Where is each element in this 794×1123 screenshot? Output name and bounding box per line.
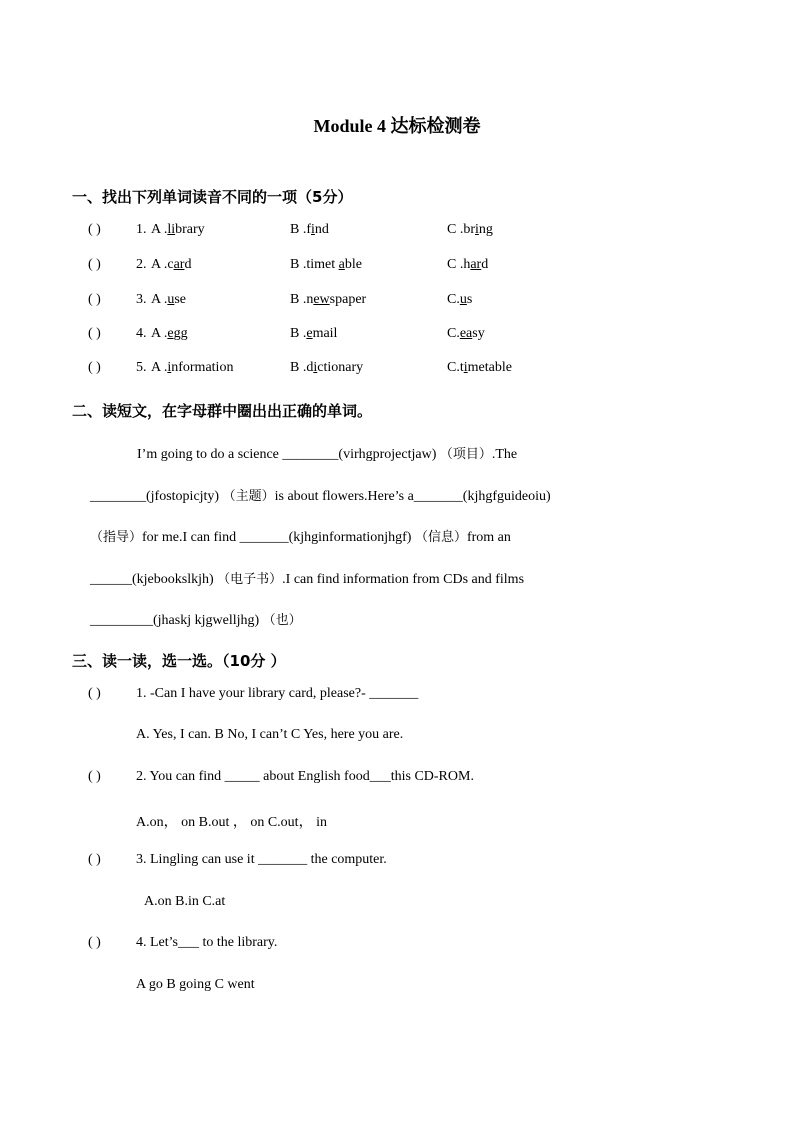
option-c: C .bring: [447, 222, 493, 237]
option-a: A .library: [151, 222, 205, 237]
question-4-options: A go B going C went: [136, 977, 255, 992]
option-b: B .email: [290, 326, 338, 341]
question-2-options: A.on， on B.out ， on C.out， in: [136, 815, 327, 830]
question-4-text: 4. Let’s___ to the library.: [136, 935, 278, 950]
answer-blank[interactable]: ( ): [88, 360, 101, 375]
option-a: A .information: [151, 360, 234, 375]
answer-blank[interactable]: ( ): [88, 257, 101, 272]
question-3-options: A.on B.in C.at: [144, 894, 226, 909]
answer-blank[interactable]: ( ): [88, 935, 101, 950]
passage-line-5: _________(jhaskj kjgwelljhg) （也）: [90, 613, 302, 628]
question-number: 5.: [136, 360, 147, 375]
page-title: Module 4 达标检测卷: [313, 116, 481, 136]
passage-line-1: I’m going to do a science ________(virhgprojectjaw) （项目）.The: [137, 447, 518, 462]
passage-line-2: ________(jfostopicjty) （主题）is about flowers.Here’s a_______(kjhgfguideoiu): [90, 489, 551, 504]
answer-blank[interactable]: ( ): [88, 852, 101, 867]
option-b: B .timet able: [290, 257, 362, 272]
option-c: C .hard: [447, 257, 489, 272]
question-number: 3.: [136, 292, 147, 307]
option-a: A .egg: [151, 326, 188, 341]
question-1-options: A. Yes, I can. B No, I can’t C Yes, here you are.: [136, 727, 404, 742]
option-c: C.easy: [447, 326, 485, 341]
option-b: B .newspaper: [290, 292, 367, 307]
section1-heading: 一、找出下列单词读音不同的一项（5分）: [72, 188, 353, 206]
question-2-text: 2. You can find _____ about English food___this CD-ROM.: [136, 769, 474, 784]
option-c: C.us: [447, 292, 473, 307]
answer-blank[interactable]: ( ): [88, 769, 101, 784]
answer-blank[interactable]: ( ): [88, 292, 101, 307]
question-3-text: 3. Lingling can use it _______ the computer.: [136, 852, 387, 867]
section3-heading: 三、读一读，选一选。（10分 ）: [72, 652, 286, 670]
answer-blank[interactable]: ( ): [88, 686, 101, 701]
question-number: 4.: [136, 326, 147, 341]
question-1-text: 1. -Can I have your library card, please?- _______: [136, 686, 419, 701]
option-a: A .use: [151, 292, 187, 307]
option-b: B .dictionary: [290, 360, 364, 375]
answer-blank[interactable]: ( ): [88, 326, 101, 341]
option-a: A .card: [151, 257, 192, 272]
question-number: 1.: [136, 222, 147, 237]
passage-line-3: （指导）for me.I can find _______(kjhginformationjhgf) （信息）from an: [90, 530, 511, 545]
option-c: C.timetable: [447, 360, 512, 375]
question-number: 2.: [136, 257, 147, 272]
passage-line-4: ______(kjebookslkjh) （电子书）.I can find information from CDs and films: [90, 572, 525, 587]
section2-heading: 二、读短文，在字母群中圈出出正确的单词。: [72, 402, 373, 420]
option-b: B .find: [290, 222, 329, 237]
answer-blank[interactable]: ( ): [88, 222, 101, 237]
